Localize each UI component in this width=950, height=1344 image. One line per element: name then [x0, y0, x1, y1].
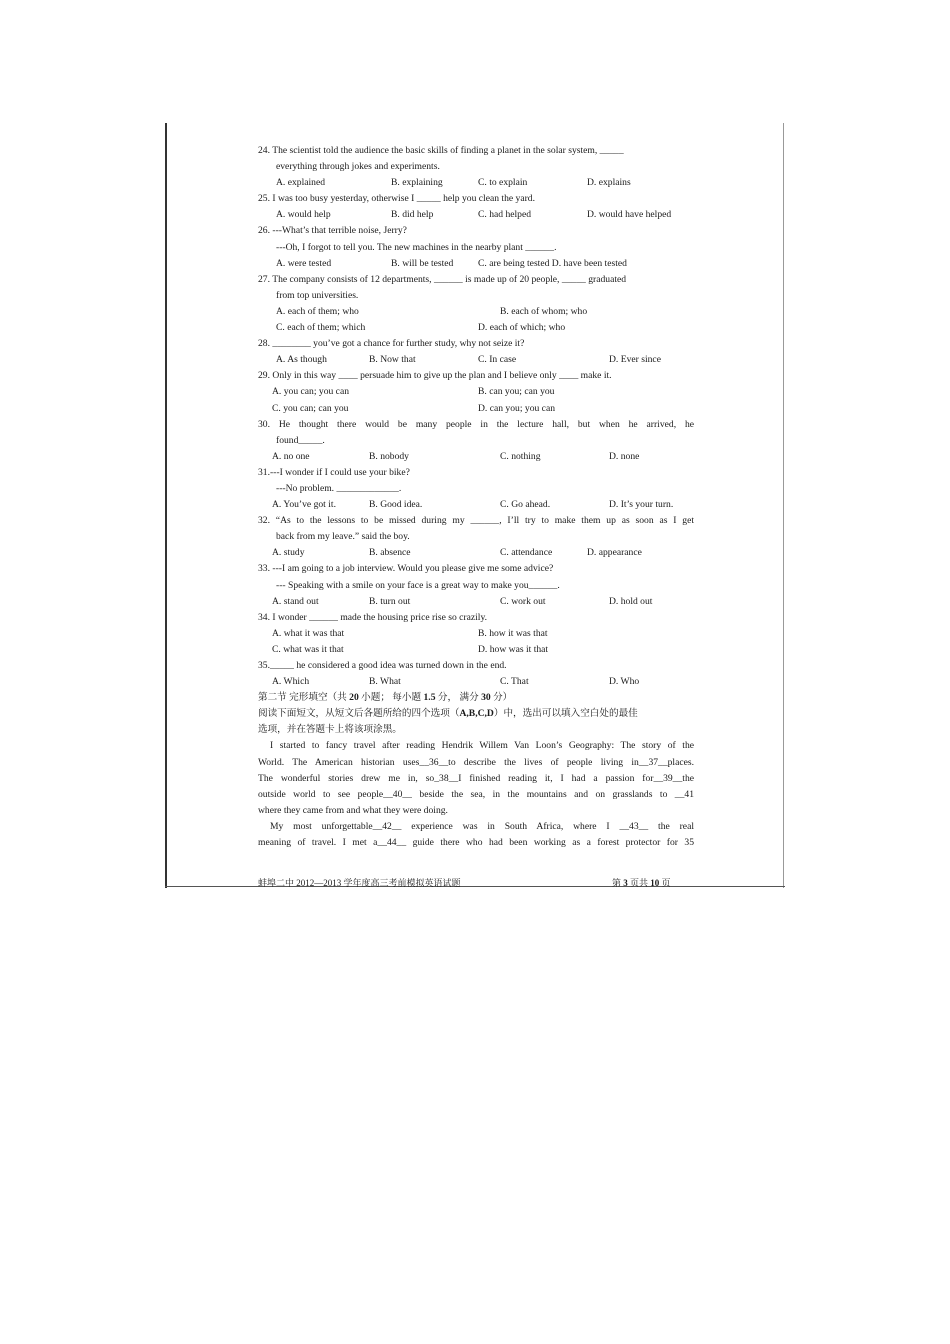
heading-points-total: 30 [481, 692, 491, 704]
q24-option-a: A. explained [276, 177, 326, 189]
q27-options-row1 [258, 304, 694, 320]
q28-options [258, 352, 694, 368]
q34-options-row2 [258, 642, 694, 658]
page-right-border [783, 123, 784, 888]
q30-option-c: C. nothing [500, 450, 541, 462]
q31-options [258, 497, 694, 513]
passage-p1-line3: The wonderful stories drew me in, so_38__I finished reading it, I had a passion for__39__the [258, 772, 694, 784]
q25-option-c: C. had helped [478, 209, 532, 221]
instr-text-2: ）中，选出可以填入空白处的最佳 [493, 708, 638, 720]
q25-options [258, 207, 694, 223]
section2-instructions [258, 706, 694, 722]
q27-stem: 27. The company consists of 12 departments, ______ is made up of 20 people, _____ graduated [258, 273, 627, 285]
q29-option-c: C. you can; can you [272, 402, 349, 414]
q34-option-a: A. what it was that [272, 627, 345, 639]
q35-options [258, 674, 694, 690]
q29-options-row1 [258, 384, 694, 400]
q28-option-c: C. In case [478, 354, 517, 366]
q34-option-b: B. how it was that [478, 627, 548, 639]
q25-option-a: A. would help [276, 209, 331, 221]
q24-option-b: B. explaining [391, 177, 443, 189]
q35-option-a: A. Which [272, 676, 310, 688]
q34-option-d: D. how was it that [478, 643, 549, 655]
passage-p1-line4: outside world to see people__40__ beside the sea, in the mountains and on grasslands to __41 [258, 788, 694, 800]
passage-p2-line2: meaning of travel. I met a__44__ guide there who had been working as a forest protector for 35 [258, 837, 694, 849]
heading-points-each: 1.5 [423, 692, 436, 704]
q32-stem: 32. “As to the lessons to be missed during my ______, I’ll try to make them up as soon as I get [258, 515, 694, 527]
q26-stem-cont: ---Oh, I forgot to tell you. The new machines in the nearby plant ______. [276, 241, 557, 253]
q30-option-a: A. no one [272, 450, 310, 462]
q24-stem-cont: everything through jokes and experiments. [276, 161, 440, 173]
q26-option-b: B. will be tested [391, 257, 454, 269]
q30-option-b: B. nobody [369, 450, 409, 462]
q28-stem: 28. ________ you’ve got a chance for further study, why not seize it? [258, 338, 525, 350]
q27-option-a: A. each of them; who [276, 305, 359, 317]
q27-stem-cont: from top universities. [276, 289, 359, 301]
heading-text-1: 第二节 完形填空（共 [258, 692, 350, 704]
instr-text-1: 阅读下面短文，从短文后各题所给的四个选项（ [258, 708, 460, 720]
passage-p1-line1: I started to fancy travel after reading Hendrik Willem Van Loon’s Geography: The story of the [270, 740, 694, 752]
footer-page-text-3: 页 [659, 878, 671, 888]
q30-stem: 30. He thought there would be many people in the lecture hall, but when he arrived, he [258, 418, 694, 430]
q26-options [258, 256, 694, 272]
q33-option-b: B. turn out [369, 595, 411, 607]
heading-count: 20 [349, 692, 359, 704]
q29-options-row2 [258, 401, 694, 417]
q32-stem-cont: back from my leave.” said the boy. [276, 531, 410, 543]
q27-options-row2 [258, 320, 694, 336]
q35-option-b: B. What [369, 676, 401, 688]
q31-option-a: A. You’ve got it. [272, 499, 336, 511]
q34-options-row1 [258, 626, 694, 642]
footer-page-text-2: 页共 [627, 878, 651, 888]
q32-option-c: C. attendance [500, 547, 553, 559]
q29-option-b: B. can you; can you [478, 386, 555, 398]
q24-options [258, 175, 694, 191]
q33-stem: 33. ---I am going to a job interview. Would you please give me some advice? [258, 563, 554, 575]
footer-title: 蚌埠二中 2012—2013 学年度高三考前模拟英语试题 [258, 878, 461, 888]
q28-option-b: B. Now that [369, 354, 416, 366]
q30-option-d: D. none [609, 450, 640, 462]
footer-current-page: 3 [623, 878, 628, 888]
q31-option-b: B. Good idea. [369, 499, 423, 511]
q29-option-a: A. you can; you can [272, 386, 349, 398]
q27-option-b: B. each of whom; who [500, 305, 588, 317]
q32-options [258, 545, 694, 561]
q35-option-d: D. Who [609, 676, 640, 688]
heading-text-4: 分） [490, 692, 513, 704]
passage-p1-line5: where they came from and what they were doing. [258, 804, 448, 816]
q29-stem: 29. Only in this way ____ persuade him to give up the plan and I believe only ____ make it. [258, 370, 612, 382]
q32-option-d: D. appearance [587, 547, 642, 559]
footer-page-text-1: 第 [612, 878, 624, 888]
q33-stem-cont: --- Speaking with a smile on your face is a great way to make you______. [276, 579, 560, 591]
q31-option-d: D. It’s your turn. [609, 499, 674, 511]
q30-stem-cont: found_____. [276, 434, 325, 446]
q35-option-c: C. That [500, 676, 529, 688]
q26-option-c-d: C. are being tested D. have been tested [478, 257, 627, 269]
q31-stem: 31.---I wonder if I could use your bike? [258, 466, 410, 478]
page-left-border [165, 123, 167, 888]
passage-p1-line2: World. The American historian uses__36__to describe the lives of people living in__37__places. [258, 756, 694, 768]
q24-option-c: C. to explain [478, 177, 528, 189]
q24-stem: 24. The scientist told the audience the basic skills of finding a planet in the solar system, _____ [258, 145, 624, 156]
q28-option-a: A. As though [276, 354, 327, 366]
q26-option-a: A. were tested [276, 257, 332, 269]
q24-option-d: D. explains [587, 177, 631, 189]
q33-options [258, 594, 694, 610]
q25-option-d: D. would have helped [587, 209, 672, 221]
q27-option-d: D. each of which; who [478, 322, 566, 334]
heading-text-2: 小题； 每小题 [358, 692, 424, 704]
q26-stem: 26. ---What’s that terrible noise, Jerry? [258, 225, 407, 237]
section2-heading [258, 690, 694, 706]
q32-option-a: A. study [272, 547, 305, 559]
passage-p2-line1: My most unforgettable__42__ experience was in South Africa, where I __43__ the real [270, 820, 694, 832]
q27-option-c: C. each of them; which [276, 322, 366, 334]
q31-option-c: C. Go ahead. [500, 499, 551, 511]
q25-stem: 25. I was too busy yesterday, otherwise I _____ help you clean the yard. [258, 193, 535, 205]
q34-option-c: C. what was it that [272, 643, 344, 655]
q30-options [258, 449, 694, 465]
footer-page-number [612, 876, 671, 889]
q33-option-c: C. work out [500, 595, 546, 607]
section2-instructions-cont: 选项，并在答题卡上将该项涂黑。 [258, 724, 402, 736]
q25-option-b: B. did help [391, 209, 434, 221]
q31-stem-cont: ---No problem. _____________. [276, 482, 402, 494]
heading-text-3: 分， 满分 [435, 692, 482, 704]
q32-option-b: B. absence [369, 547, 411, 559]
exam-content [258, 143, 694, 851]
q34-stem: 34. I wonder ______ made the housing price rise so crazily. [258, 611, 488, 623]
q33-option-d: D. hold out [609, 595, 653, 607]
q29-option-d: D. can you; you can [478, 402, 555, 414]
footer-total-pages: 10 [650, 878, 660, 888]
instr-options: A,B,C,D [459, 708, 494, 720]
q33-option-a: A. stand out [272, 595, 319, 607]
q35-stem: 35._____ he considered a good idea was turned down in the end. [258, 660, 507, 671]
q28-option-d: D. Ever since [609, 354, 661, 366]
